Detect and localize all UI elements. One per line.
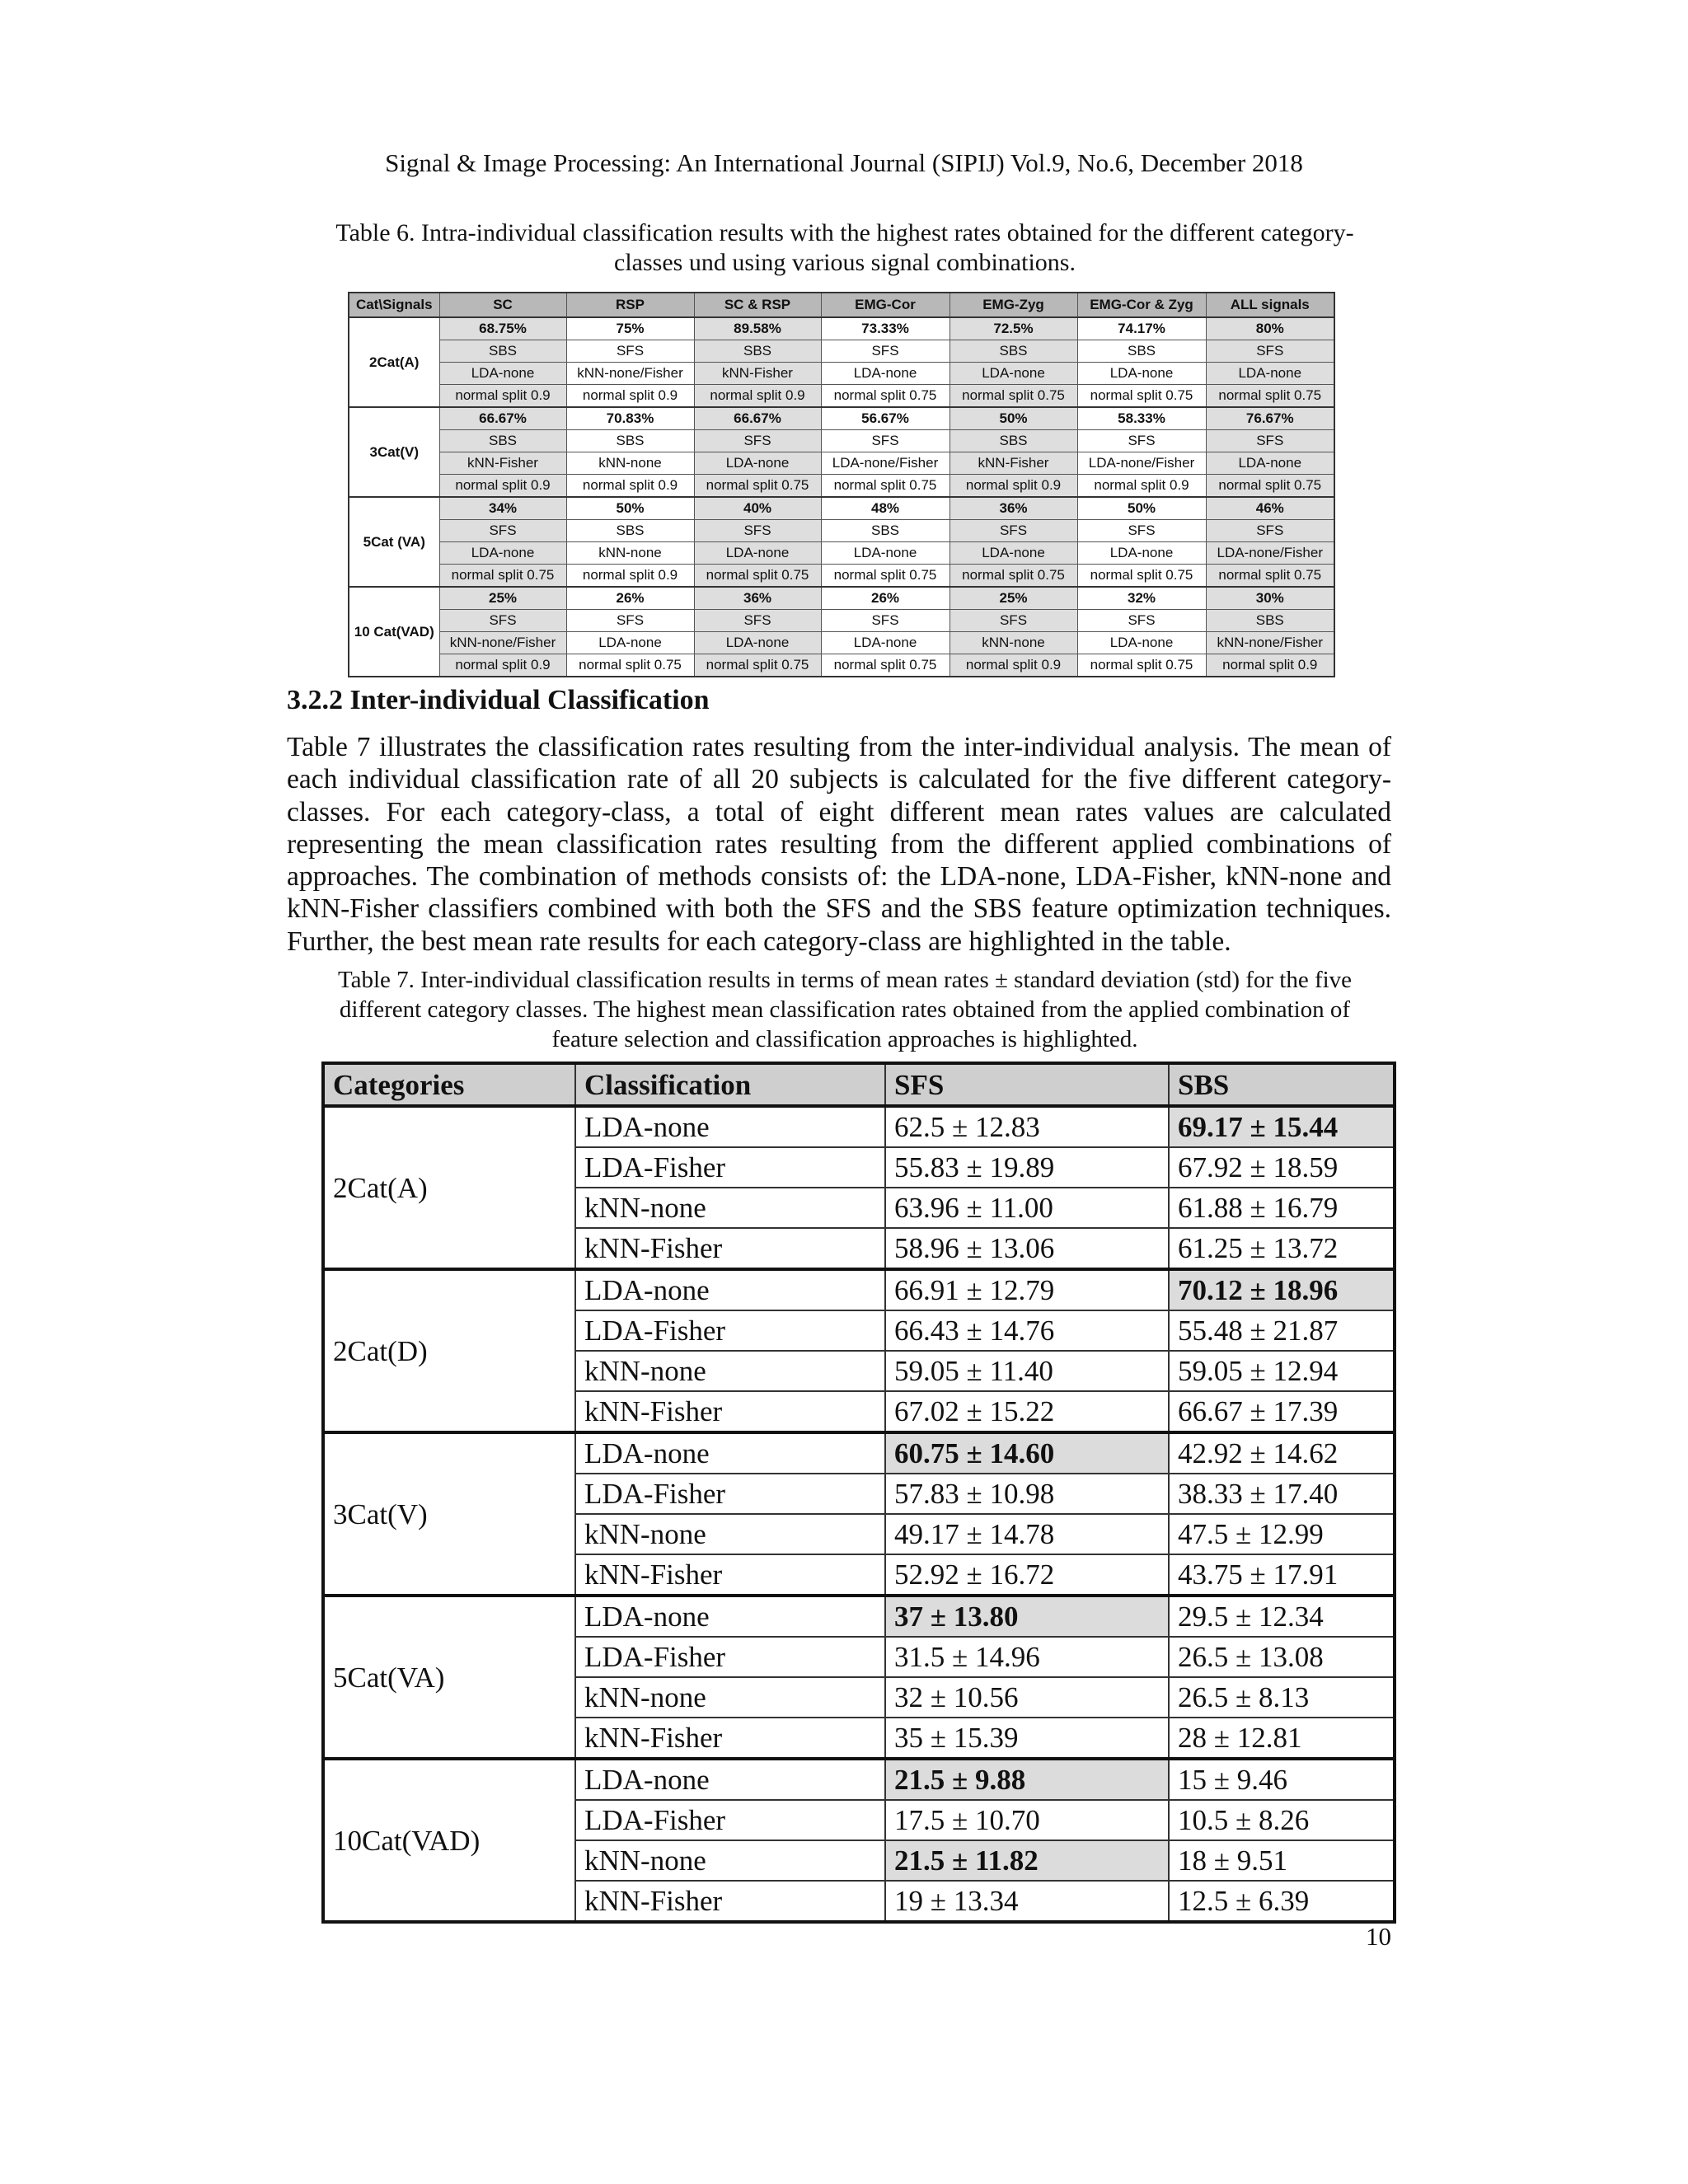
table6-rate-cell: 30%	[1206, 587, 1334, 610]
table6-cell: LDA-none/Fisher	[821, 452, 950, 475]
table6-category-label: 3Cat(V)	[349, 407, 439, 497]
table6-rate-cell: 50%	[950, 407, 1077, 430]
table6-cell: normal split 0.75	[1206, 385, 1334, 408]
table6-caption-line: Table 6. Intra-individual classification results with the highest rates obtained for the different category-	[335, 219, 1354, 246]
table7-sfs-cell: 17.5 ± 10.70	[885, 1800, 1169, 1840]
table6-cell: LDA-none/Fisher	[1206, 542, 1334, 565]
table6-cell: SFS	[566, 340, 694, 363]
table7-sfs-cell: 49.17 ± 14.78	[885, 1514, 1169, 1554]
table7-sfs-cell: 59.05 ± 11.40	[885, 1351, 1169, 1391]
table6-rate-cell: 68.75%	[439, 317, 566, 340]
table7-method-cell: LDA-none	[575, 1269, 885, 1310]
table6-category-label: 2Cat(A)	[349, 317, 439, 407]
table7-column-header: SFS	[885, 1063, 1169, 1106]
table7-sbs-cell: 26.5 ± 8.13	[1169, 1677, 1395, 1718]
table6-rate-cell: 26%	[566, 587, 694, 610]
table6-cell: normal split 0.9	[439, 385, 566, 408]
table7-sfs-cell: 66.91 ± 12.79	[885, 1269, 1169, 1310]
table6-row	[349, 407, 1334, 430]
table6-rate-cell: 56.67%	[821, 407, 950, 430]
table6-rate-cell: 25%	[950, 587, 1077, 610]
running-header: Signal & Image Processing: An International Journal (SIPIJ) Vol.9, No.6, December 2018	[385, 148, 1303, 177]
table6-cell: normal split 0.75	[1206, 475, 1334, 498]
table6-cell: LDA-none	[566, 632, 694, 654]
table7-method-cell: kNN-none	[575, 1677, 885, 1718]
table7-method-cell: kNN-Fisher	[575, 1881, 885, 1922]
table6-cell: LDA-none	[950, 542, 1077, 565]
table6-cell: kNN-none/Fisher	[439, 632, 566, 654]
table6-column-header: SC	[439, 293, 566, 317]
table6-rate-cell: 25%	[439, 587, 566, 610]
table7-method-cell: LDA-none	[575, 1759, 885, 1800]
table6-rate-cell: 74.17%	[1077, 317, 1206, 340]
table7-sbs-cell: 29.5 ± 12.34	[1169, 1596, 1395, 1637]
table6-cell: SFS	[1077, 610, 1206, 632]
body-text-line: Table 7 illustrates the classification rates resulting from the inter-individual analysis. The mean of	[287, 732, 1391, 762]
table6-cell: normal split 0.9	[439, 475, 566, 498]
body-text-line: kNN-Fisher classifiers combined with both the SFS and the SBS feature optimization techniques.	[287, 893, 1391, 925]
table7-row	[323, 1759, 1395, 1800]
table6-cell: SFS	[1077, 520, 1206, 542]
table7-category-cell: 2Cat(A)	[323, 1106, 575, 1269]
table7-sbs-cell: 67.92 ± 18.59	[1169, 1147, 1395, 1188]
table6-cell: LDA-none	[439, 363, 566, 385]
table7-sbs-cell: 10.5 ± 8.26	[1169, 1800, 1395, 1840]
table7-sbs-cell: 59.05 ± 12.94	[1169, 1351, 1395, 1391]
table7-sfs-cell: 67.02 ± 15.22	[885, 1391, 1169, 1432]
table6-rate-cell: 89.58%	[694, 317, 821, 340]
table6-rate-cell: 50%	[1077, 497, 1206, 520]
table6-rate-cell: 36%	[694, 587, 821, 610]
body-text-line: representing the mean classification rates resulting from the different applied combinations of	[287, 828, 1391, 860]
table6-row	[349, 610, 1334, 632]
table6-cell: LDA-none	[694, 632, 821, 654]
table6-rate-cell: 73.33%	[821, 317, 950, 340]
table7-sfs-cell: 32 ± 10.56	[885, 1677, 1169, 1718]
table7-method-cell: LDA-none	[575, 1432, 885, 1474]
table6-rate-cell: 72.5%	[950, 317, 1077, 340]
table6-cell: normal split 0.9	[1206, 654, 1334, 677]
table6-cell: normal split 0.75	[694, 475, 821, 498]
table6-caption-line: classes und using various signal combinations.	[614, 249, 1076, 276]
table7-sbs-cell: 47.5 ± 12.99	[1169, 1514, 1395, 1554]
table7-method-cell: kNN-Fisher	[575, 1718, 885, 1759]
table6-row	[349, 587, 1334, 610]
table7-sbs-cell: 28 ± 12.81	[1169, 1718, 1395, 1759]
table6-cell: SBS	[1206, 610, 1334, 632]
table6-cell: SFS	[821, 610, 950, 632]
table6-row	[349, 317, 1334, 340]
table6-row	[349, 430, 1334, 452]
table6-caption	[305, 218, 1385, 278]
table7-method-cell: LDA-Fisher	[575, 1147, 885, 1188]
table6-header-row	[349, 293, 1334, 317]
table6-cell: normal split 0.75	[821, 654, 950, 677]
table7-sfs-cell: 37 ± 13.80	[885, 1596, 1169, 1637]
table6-cell: normal split 0.9	[566, 565, 694, 588]
table6-row	[349, 363, 1334, 385]
table6-row	[349, 385, 1334, 408]
body-text-line: classes. For each category-class, a total of eight different mean rates values are calculated	[287, 796, 1391, 827]
table6-row	[349, 340, 1334, 363]
table7-sbs-cell: 38.33 ± 17.40	[1169, 1474, 1395, 1514]
table7-caption	[288, 965, 1401, 1054]
table6-cell: normal split 0.75	[1077, 654, 1206, 677]
table6-cell: normal split 0.75	[1206, 565, 1334, 588]
table6-row	[349, 565, 1334, 588]
table6-cell: normal split 0.9	[950, 654, 1077, 677]
table6-cell: SFS	[694, 520, 821, 542]
body-paragraph	[287, 731, 1391, 958]
table7-method-cell: kNN-none	[575, 1351, 885, 1391]
table6-cell: normal split 0.9	[950, 475, 1077, 498]
table7-sfs-cell: 60.75 ± 14.60	[885, 1432, 1169, 1474]
table7-sbs-cell: 55.48 ± 21.87	[1169, 1310, 1395, 1351]
table6-cell: LDA-none	[694, 542, 821, 565]
table6-cell: normal split 0.75	[950, 565, 1077, 588]
table6-column-header: Cat\Signals	[349, 293, 439, 317]
table7-method-cell: LDA-Fisher	[575, 1637, 885, 1677]
table6-rate-cell: 26%	[821, 587, 950, 610]
table6-cell: SBS	[821, 520, 950, 542]
table6-column-header: RSP	[566, 293, 694, 317]
table6-cell: SBS	[950, 340, 1077, 363]
table7-sbs-cell: 43.75 ± 17.91	[1169, 1554, 1395, 1596]
table6-cell: SFS	[821, 430, 950, 452]
table6-cell: kNN-none	[566, 542, 694, 565]
table6-cell: SFS	[439, 610, 566, 632]
table7-category-cell: 2Cat(D)	[323, 1269, 575, 1432]
table6-intra-individual-results	[348, 292, 1335, 677]
table6-row	[349, 520, 1334, 542]
table7-method-cell: kNN-Fisher	[575, 1391, 885, 1432]
table7-caption-line: Table 7. Inter-individual classification results in terms of mean rates ± standard deviation (std) for the five	[337, 967, 1353, 993]
table6-cell: normal split 0.9	[566, 475, 694, 498]
table6-cell: normal split 0.75	[821, 475, 950, 498]
table6-cell: kNN-Fisher	[950, 452, 1077, 475]
table6-cell: normal split 0.75	[694, 565, 821, 588]
table6-cell: LDA-none	[439, 542, 566, 565]
table7-sfs-cell: 55.83 ± 19.89	[885, 1147, 1169, 1188]
table6-rate-cell: 76.67%	[1206, 407, 1334, 430]
table6-body	[349, 317, 1334, 677]
table6-cell: normal split 0.9	[439, 654, 566, 677]
table7-sbs-cell: 61.88 ± 16.79	[1169, 1188, 1395, 1228]
table6-row	[349, 654, 1334, 677]
table6-cell: SBS	[439, 430, 566, 452]
table7-method-cell: LDA-none	[575, 1596, 885, 1637]
page-number: 10	[1366, 1922, 1391, 1951]
table6-cell: LDA-none	[821, 542, 950, 565]
table6-cell: SFS	[950, 520, 1077, 542]
table7-sbs-cell: 12.5 ± 6.39	[1169, 1881, 1395, 1922]
table6-cell: SBS	[950, 430, 1077, 452]
table7-row	[323, 1106, 1395, 1147]
table7-column-header: SBS	[1169, 1063, 1395, 1106]
table6-cell: SBS	[566, 520, 694, 542]
table6-category-label: 10 Cat(VAD)	[349, 587, 439, 677]
table7-sfs-cell: 52.92 ± 16.72	[885, 1554, 1169, 1596]
table6-cell: LDA-none	[1206, 452, 1334, 475]
table6-row	[349, 632, 1334, 654]
table7-method-cell: kNN-none	[575, 1840, 885, 1881]
table6-cell: kNN-none/Fisher	[1206, 632, 1334, 654]
body-text-line: Further, the best mean rate results for each category-class are highlighted in the table.	[287, 926, 1231, 957]
table6-row	[349, 452, 1334, 475]
table7-sfs-cell: 21.5 ± 9.88	[885, 1759, 1169, 1800]
table6-cell: normal split 0.75	[1077, 385, 1206, 408]
table7-sfs-cell: 35 ± 15.39	[885, 1718, 1169, 1759]
table7-method-cell: kNN-Fisher	[575, 1554, 885, 1596]
table7-category-cell: 10Cat(VAD)	[323, 1759, 575, 1922]
table7-sfs-cell: 21.5 ± 11.82	[885, 1840, 1169, 1881]
table6-cell: LDA-none	[1077, 632, 1206, 654]
table7-method-cell: kNN-none	[575, 1514, 885, 1554]
table6-cell: kNN-none/Fisher	[566, 363, 694, 385]
table6-cell: LDA-none	[1077, 542, 1206, 565]
body-text-line: approaches. The combination of methods consists of: the LDA-none, LDA-Fisher, kNN-none and	[287, 861, 1391, 893]
table6-cell: SFS	[694, 430, 821, 452]
table6-cell: normal split 0.75	[1077, 565, 1206, 588]
table7-sbs-cell: 66.67 ± 17.39	[1169, 1391, 1395, 1432]
table6-cell: LDA-none	[821, 363, 950, 385]
table6-cell: LDA-none	[950, 363, 1077, 385]
table6-cell: normal split 0.9	[566, 385, 694, 408]
table7-sbs-cell: 69.17 ± 15.44	[1169, 1106, 1395, 1147]
table6-cell: SBS	[1077, 340, 1206, 363]
table6-row	[349, 497, 1334, 520]
table7-sbs-cell: 42.92 ± 14.62	[1169, 1432, 1395, 1474]
table7-caption-line: different category classes. The highest mean classification rates obtained from the applied combination of	[339, 996, 1351, 1023]
table7-method-cell: LDA-Fisher	[575, 1310, 885, 1351]
table6-cell: SFS	[1077, 430, 1206, 452]
table6-rate-cell: 66.67%	[694, 407, 821, 430]
table6-cell: LDA-none	[694, 452, 821, 475]
table6-cell: LDA-none	[1206, 363, 1334, 385]
table6-cell: LDA-none	[821, 632, 950, 654]
table7-method-cell: kNN-Fisher	[575, 1228, 885, 1269]
table7-sfs-cell: 63.96 ± 11.00	[885, 1188, 1169, 1228]
table6-rate-cell: 75%	[566, 317, 694, 340]
table7-sfs-cell: 66.43 ± 14.76	[885, 1310, 1169, 1351]
table6-cell: normal split 0.75	[821, 565, 950, 588]
table7-method-cell: kNN-none	[575, 1188, 885, 1228]
table6-cell: SBS	[566, 430, 694, 452]
table7-row	[323, 1596, 1395, 1637]
table6-cell: normal split 0.75	[694, 654, 821, 677]
table6-cell: normal split 0.75	[950, 385, 1077, 408]
table6-cell: LDA-none	[1077, 363, 1206, 385]
table6-cell: kNN-none	[950, 632, 1077, 654]
table6-cell: SFS	[1206, 520, 1334, 542]
section-heading: 3.2.2 Inter-individual Classification	[287, 685, 710, 715]
table7-method-cell: LDA-Fisher	[575, 1800, 885, 1840]
table7-row	[323, 1432, 1395, 1474]
table6-row	[349, 542, 1334, 565]
table7-row	[323, 1269, 1395, 1310]
table7-method-cell: LDA-Fisher	[575, 1474, 885, 1514]
table7-sbs-cell: 15 ± 9.46	[1169, 1759, 1395, 1800]
table6-rate-cell: 80%	[1206, 317, 1334, 340]
table6-cell: SFS	[566, 610, 694, 632]
table7-category-cell: 3Cat(V)	[323, 1432, 575, 1596]
table7-method-cell: LDA-none	[575, 1106, 885, 1147]
table6-rate-cell: 34%	[439, 497, 566, 520]
table6-cell: normal split 0.9	[694, 385, 821, 408]
table6-column-header: EMG-Cor & Zyg	[1077, 293, 1206, 317]
table7-caption-line: feature selection and classification approaches is highlighted.	[551, 1026, 1138, 1052]
table6-cell: SFS	[1206, 430, 1334, 452]
table6-cell: SFS	[821, 340, 950, 363]
table6-category-label: 5Cat (VA)	[349, 497, 439, 587]
table6-cell: normal split 0.75	[439, 565, 566, 588]
table6-rate-cell: 40%	[694, 497, 821, 520]
table6-rate-cell: 36%	[950, 497, 1077, 520]
table6-cell: LDA-none/Fisher	[1077, 452, 1206, 475]
table6-column-header: EMG-Cor	[821, 293, 950, 317]
table7-inter-individual-results	[321, 1062, 1396, 1924]
table7-sfs-cell: 57.83 ± 10.98	[885, 1474, 1169, 1514]
body-text-line: each individual classification rate of all 20 subjects is calculated for the five different category-	[287, 764, 1391, 795]
table6-rate-cell: 48%	[821, 497, 950, 520]
table6-cell: kNN-Fisher	[694, 363, 821, 385]
table6-cell: SFS	[694, 610, 821, 632]
table7-sfs-cell: 31.5 ± 14.96	[885, 1637, 1169, 1677]
table6-cell: normal split 0.9	[1077, 475, 1206, 498]
table7-column-header: Classification	[575, 1063, 885, 1106]
table6-cell: SFS	[1206, 340, 1334, 363]
table7-header-row	[323, 1063, 1395, 1106]
table6-cell: normal split 0.75	[566, 654, 694, 677]
table6-column-header: EMG-Zyg	[950, 293, 1077, 317]
table7-sbs-cell: 18 ± 9.51	[1169, 1840, 1395, 1881]
table6-column-header: ALL signals	[1206, 293, 1334, 317]
table6-cell: kNN-Fisher	[439, 452, 566, 475]
table7-sbs-cell: 61.25 ± 13.72	[1169, 1228, 1395, 1269]
table6-rate-cell: 32%	[1077, 587, 1206, 610]
table7-sfs-cell: 58.96 ± 13.06	[885, 1228, 1169, 1269]
table6-rate-cell: 46%	[1206, 497, 1334, 520]
table7-body	[323, 1106, 1395, 1922]
table6-row	[349, 475, 1334, 498]
table7-column-header: Categories	[323, 1063, 575, 1106]
table6-cell: SFS	[439, 520, 566, 542]
table6-rate-cell: 66.67%	[439, 407, 566, 430]
table6-cell: SBS	[694, 340, 821, 363]
table7-sbs-cell: 26.5 ± 13.08	[1169, 1637, 1395, 1677]
table7-sbs-cell: 70.12 ± 18.96	[1169, 1269, 1395, 1310]
table6-rate-cell: 58.33%	[1077, 407, 1206, 430]
table6-cell: kNN-none	[566, 452, 694, 475]
table7-category-cell: 5Cat(VA)	[323, 1596, 575, 1759]
table6-rate-cell: 70.83%	[566, 407, 694, 430]
table6-cell: SBS	[439, 340, 566, 363]
table6-column-header: SC & RSP	[694, 293, 821, 317]
table7-sfs-cell: 19 ± 13.34	[885, 1881, 1169, 1922]
table7-sfs-cell: 62.5 ± 12.83	[885, 1106, 1169, 1147]
table6-cell: normal split 0.75	[821, 385, 950, 408]
table6-cell: SFS	[950, 610, 1077, 632]
table6-rate-cell: 50%	[566, 497, 694, 520]
